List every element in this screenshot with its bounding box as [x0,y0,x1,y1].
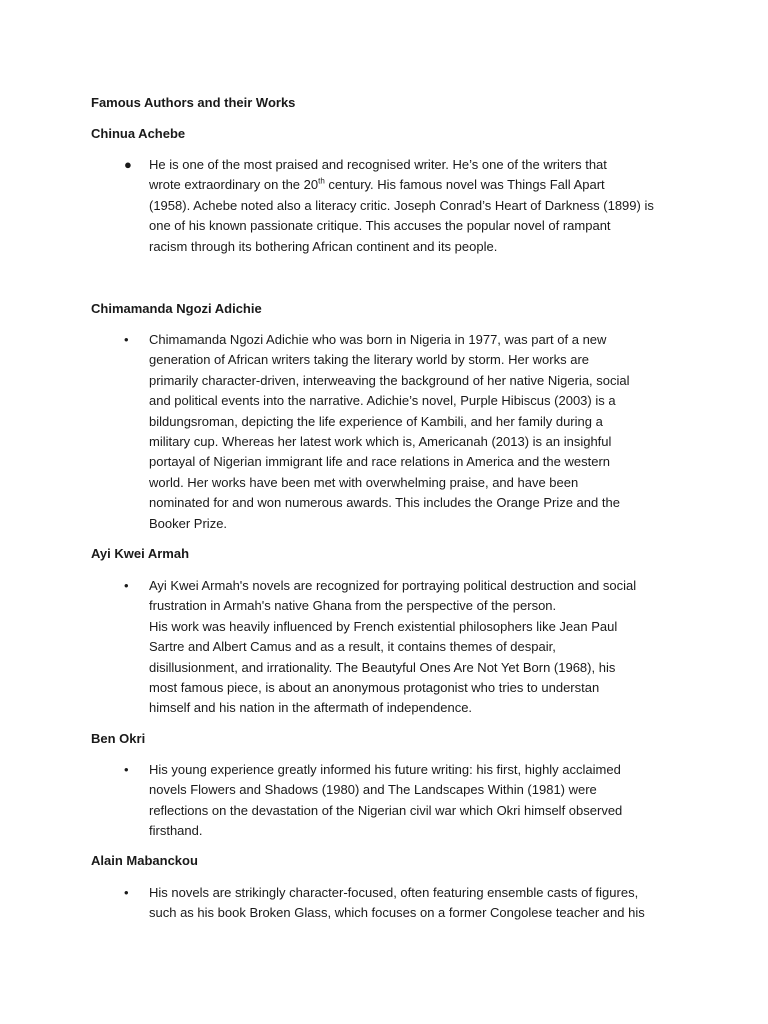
section-body-chinua-achebe [124,155,689,257]
paragraph-line: such as his book Broken Glass, which focuses on a former Congolese teacher and his [149,905,645,921]
document-title: Famous Authors and their Works [91,95,296,110]
paragraph-line: His novels are strikingly character-focused, often featuring ensemble casts of figures, [149,885,639,900]
paragraph-line: wrote extraordinary on the 20th century. His famous novel was Things Fall Apart [149,177,605,193]
paragraph-line: novels Flowers and Shadows (1980) and The Landscapes Within (1981) were [149,782,597,798]
paragraph-line: Chimamanda Ngozi Adichie who was born in Nigeria in 1977, was part of a new [149,332,607,347]
paragraph-line: His work was heavily influenced by French existential philosophers like Jean Paul [149,618,618,634]
bullet-icon: • [124,885,129,900]
paragraph-line: military cup. Whereas her latest work which is, Americanah (2013) is an insighful [149,434,612,450]
bullet-icon: • [124,332,129,347]
bullet-icon: ● [124,157,132,172]
superscript: th [318,177,325,187]
paragraph-line: most famous piece, is about an anonymous protagonist who tries to understan [149,680,600,696]
section-body-chimamanda-ngozi-adichie [124,330,689,534]
paragraph-line: reflections on the devastation of the Nigerian civil war which Okri himself observed [149,802,623,818]
section-body-alain-mabanckou [124,883,689,924]
paragraph-line: world. Her works have been met with overwhelming praise, and have been [149,474,579,490]
paragraph-line: Sartre and Albert Camus and as a result, it contains themes of despair, [149,639,556,655]
bullet-icon: • [124,578,129,593]
paragraph-line: He is one of the most praised and recognised writer. He’s one of the writers that [149,157,607,172]
paragraph-line: nominated for and won numerous awards. This includes the Orange Prize and the [149,495,620,511]
paragraph-line: one of his known passionate critique. This accuses the popular novel of rampant [149,218,611,234]
paragraph-line: His young experience greatly informed his future writing: his first, highly acclaimed [149,762,621,777]
section-heading-chimamanda-ngozi-adichie: Chimamanda Ngozi Adichie [91,301,262,316]
section-heading-ayi-kwei-armah: Ayi Kwei Armah [91,546,190,561]
bullet-icon: • [124,762,129,777]
section-body-ben-okri [124,760,689,842]
paragraph-line: disillusionment, and irrationality. The Beautyful Ones Are Not Yet Born (1968), his [149,659,616,675]
paragraph-line: portayal of Nigerian immigrant life and race relations in America and the western [149,454,611,470]
paragraph-line: (1958). Achebe noted also a literacy critic. Joseph Conrad’s Heart of Darkness (1899) is [149,197,654,213]
section-heading-chinua-achebe: Chinua Achebe [91,126,186,141]
paragraph-line: Booker Prize. [149,515,228,531]
section-heading-ben-okri: Ben Okri [91,731,146,746]
paragraph-line: racism through its bothering African continent and its people. [149,238,498,254]
paragraph-line: primarily character-driven, interweaving the background of her native Nigeria, social [149,372,630,388]
paragraph-line: generation of African writers taking the literary world by storm. Her works are [149,352,590,368]
section-body-ayi-kwei-armah [124,576,689,719]
paragraph-line: himself and his nation in the aftermath of independence. [149,700,473,716]
paragraph-line: and political events into the narrative. Adichie’s novel, Purple Hibiscus (2003) is a [149,393,616,409]
paragraph-line: firsthand. [149,823,203,839]
paragraph-line: bildungsroman, depicting the life experience of Kambili, and her family during a [149,413,603,429]
paragraph-line: frustration in Armah's native Ghana from the perspective of the person. [149,598,557,614]
section-heading-alain-mabanckou: Alain Mabanckou [91,853,198,868]
paragraph-line: Ayi Kwei Armah's novels are recognized for portraying political destruction and social [149,578,637,593]
